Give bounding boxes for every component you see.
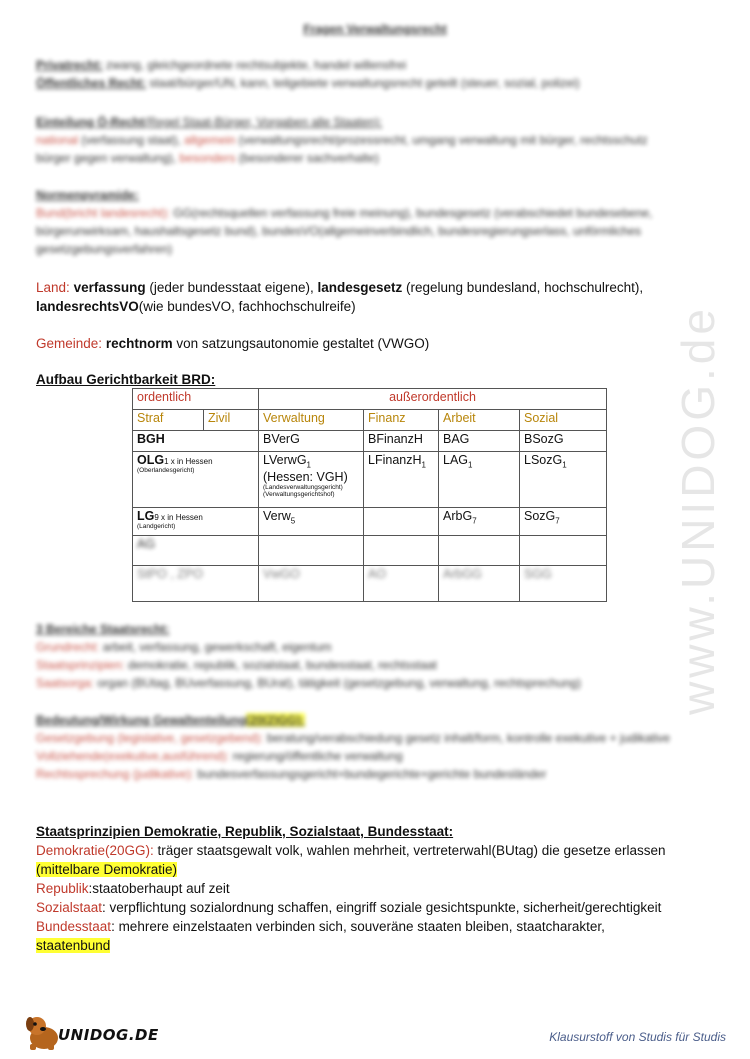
rechtssprechung-text: bundesverfassungsgericht+bundegerichte+gerichte bundesländer bbox=[194, 767, 547, 781]
einteilung-text: (Regel Staat-Bürger, Vorgaben alle Staaten): bbox=[144, 115, 383, 129]
olg-sub: 1 x in Hessen bbox=[164, 457, 213, 466]
besonders-text: (besonderer sachverhalte) bbox=[235, 151, 379, 165]
verw-label: Verw bbox=[263, 509, 291, 523]
logo-text: UNIDOG.DE bbox=[58, 1026, 159, 1044]
normenpyramide-section bbox=[36, 186, 676, 258]
cell-bgh: BGH bbox=[133, 431, 259, 452]
unidog-logo bbox=[22, 1012, 162, 1052]
land-label: Land: bbox=[36, 280, 70, 295]
col-finanz: Finanz bbox=[364, 410, 439, 431]
privatrecht-text: zwang, gleichgeordnete rechtsubjekte, handel willensfrei bbox=[102, 58, 407, 72]
bund-label: Bund(bricht landesrecht): bbox=[36, 206, 171, 220]
sozialstaat-text: : verpflichtung sozialordnung schaffen, eingriff soziale gesichtspunkte, sicherheit/gerechtigkeit bbox=[102, 900, 662, 915]
cell-olg bbox=[133, 452, 259, 508]
sozialstaat-label: Sozialstaat bbox=[36, 900, 103, 915]
land-landesgesetz: landesgesetz bbox=[317, 280, 403, 295]
allgemein-text: (verwaltungsrecht/prozessrecht, umgang verwaltung mit bürger, rechtsschutz bürger gegen verwaltung), bbox=[36, 133, 648, 165]
national-label: national bbox=[36, 133, 79, 147]
lverwg-label: LVerwG bbox=[263, 453, 307, 467]
cell-empty bbox=[520, 536, 607, 566]
gemeinde-rechtnorm: rechtnorm bbox=[105, 336, 173, 351]
cell-empty bbox=[259, 536, 364, 566]
cell-verw bbox=[259, 508, 364, 536]
lsozg-sub: 1 bbox=[562, 460, 567, 470]
land-verfassung: verfassung bbox=[73, 280, 146, 295]
gesetzgebung-text: beratung/verabschiedung gesetz inhalt/form, kontrolle exekutive + judikative bbox=[263, 731, 671, 745]
bundesstaat-label: Bundesstaat bbox=[36, 919, 112, 934]
land-text-1: (jeder bundesstaat eigene), bbox=[145, 280, 318, 295]
cell-vwgo: VwGO bbox=[259, 566, 364, 602]
staatsprinzipien-label: Staatsprinzipien: bbox=[36, 658, 125, 672]
table-row bbox=[133, 410, 607, 431]
lfinanzh-sub: 1 bbox=[421, 460, 426, 470]
allgemein-label: allgemein bbox=[184, 133, 236, 147]
table-row bbox=[133, 452, 607, 508]
arbg-sub: 7 bbox=[472, 516, 477, 526]
vollziehende-text: regierung/öffentliche verwaltung bbox=[229, 749, 403, 763]
cell-ag: AG bbox=[133, 536, 259, 566]
table-row bbox=[133, 566, 607, 602]
lag-label: LAG bbox=[443, 453, 469, 467]
gesetzgebung-label: Gesetzgebung (legislative, gesetzgebend): bbox=[36, 731, 264, 745]
privatrecht-section bbox=[36, 56, 676, 92]
cell-bfinanzh: BFinanzH bbox=[364, 431, 439, 452]
einteilung-section bbox=[36, 113, 676, 167]
watermark-text: www.UNIDOG.de bbox=[672, 305, 724, 715]
lverwg-sub: 1 bbox=[306, 460, 311, 470]
gemeinde-section bbox=[36, 334, 676, 353]
staatsprinzipien-section bbox=[36, 822, 716, 955]
col-zivil: Zivil bbox=[204, 410, 259, 431]
col-verwaltung: Verwaltung bbox=[259, 410, 364, 431]
aufbau-heading: Aufbau Gerichtbarkeit BRD: bbox=[36, 372, 216, 387]
table-row bbox=[133, 508, 607, 536]
watermark bbox=[668, 290, 728, 730]
footer-tagline: Klausurstoff von Studis für Studis bbox=[549, 1030, 726, 1044]
arbg-label: ArbG bbox=[443, 509, 473, 523]
national-text: (verfassung staat), bbox=[78, 133, 185, 147]
staatenbund-highlight: staatenbund bbox=[36, 938, 111, 953]
cell-lg bbox=[133, 508, 259, 536]
cell-ao: AO bbox=[364, 566, 439, 602]
bund-text: GG(rechtsquellen verfassung freie meinung), bundesgesetz (verabschiedet bundesebene, bürgerunwirksam, haushaltsgesetz bund), bundesVO(allgemeinverbindlich, bundesregierungserlass, unförmliches gesetzgebungsverfahren) bbox=[36, 206, 653, 256]
rechtssprechung-label: Rechtssprechung (judikative): bbox=[36, 767, 195, 781]
normenpyramide-label: Normenpyramide: bbox=[36, 188, 139, 202]
staatsrecht-label: 3 Bereiche Staatsrecht: bbox=[36, 622, 170, 636]
land-text-2: (regelung bundesland, hochschulrecht), bbox=[402, 280, 644, 295]
lsozg-label: LSozG bbox=[524, 453, 563, 467]
cell-empty bbox=[364, 508, 439, 536]
lg-label: LG bbox=[137, 509, 155, 523]
lverwg-tiny-1: (Landesverwaltungsgericht) bbox=[263, 483, 343, 491]
cell-lfinanzh bbox=[364, 452, 439, 508]
lg-tiny: (Landgericht) bbox=[137, 523, 176, 530]
besonders-label: besonders bbox=[179, 151, 236, 165]
lverwg-hessen: (Hessen: VGH) bbox=[263, 469, 348, 484]
sozg-label: SozG bbox=[524, 509, 556, 523]
cell-empty bbox=[364, 536, 439, 566]
oeffentliches-recht-text: staat/bürger/UN, kann, teilgebiete verwaltungsrecht geteilt (steuer, sozial, polizei) bbox=[146, 76, 580, 90]
sozg-sub: 7 bbox=[555, 516, 560, 526]
gewaltenteilung-highlight: (20(2)GG): bbox=[245, 713, 305, 727]
table-row bbox=[133, 536, 607, 566]
bundesstaat-text: : mehrere einzelstaaten verbinden sich, souveräne staaten bleiben, staatcharakter, bbox=[111, 919, 605, 934]
page-title: Fragen Verwaltungsrecht bbox=[303, 22, 447, 36]
cell-stpo-zpo: StPO , ZPO bbox=[133, 566, 259, 602]
land-section bbox=[36, 278, 676, 316]
col-arbeit: Arbeit bbox=[439, 410, 520, 431]
gewaltenteilung-label: Bedeutung/Wirkung Gewaltenteilung bbox=[36, 713, 246, 727]
cell-bag: BAG bbox=[439, 431, 520, 452]
cell-lverwg bbox=[259, 452, 364, 508]
gemeinde-text: von satzungsautonomie gestaltet (VWGO) bbox=[172, 336, 430, 351]
staatsprinzipien-heading: Staatsprinzipien Demokratie, Republik, Sozialstaat, Bundesstaat: bbox=[36, 824, 454, 839]
land-landesrechtsvo: landesrechtsVO bbox=[36, 299, 139, 314]
grundrecht-text: arbeit, verfassung, gewerkschaft, eigentum bbox=[99, 640, 332, 654]
saatsorga-text: organ (BUtag, BUverfassung, BUrat), tätigkeit (gesetzgebung, verwaltung, rechtsprechung) bbox=[94, 676, 581, 690]
cell-sozg bbox=[520, 508, 607, 536]
gemeinde-label: Gemeinde: bbox=[36, 336, 103, 351]
olg-tiny: (Oberlandesgericht) bbox=[137, 467, 195, 474]
cell-bsozg: BSozG bbox=[520, 431, 607, 452]
table-row bbox=[133, 431, 607, 452]
cell-lag bbox=[439, 452, 520, 508]
grundrecht-label: Grundrecht: bbox=[36, 640, 100, 654]
gewaltenteilung-section bbox=[36, 711, 676, 783]
lag-sub: 1 bbox=[468, 460, 473, 470]
cell-lsozg bbox=[520, 452, 607, 508]
col-sozial: Sozial bbox=[520, 410, 607, 431]
oeffentliches-recht-label: Öffentliches Recht: bbox=[36, 76, 147, 90]
cell-bverg: BVerG bbox=[259, 431, 364, 452]
gerichtbarkeit-table bbox=[132, 388, 607, 602]
verw-sub: 5 bbox=[290, 516, 296, 526]
privatrecht-label: Privatrecht: bbox=[36, 58, 103, 72]
mittelbare-demokratie-highlight: (mittelbare Demokratie) bbox=[36, 862, 178, 877]
demokratie-text: träger staatsgewalt volk, wahlen mehrheit, vertreterwahl(BUtag) die gesetze erlassen bbox=[153, 843, 666, 858]
header-ordentlich: ordentlich bbox=[133, 389, 259, 410]
lfinanzh-label: LFinanzH bbox=[368, 453, 422, 467]
vollziehende-label: Vollziehende(exekutive,ausführend): bbox=[36, 749, 230, 763]
olg-label: OLG bbox=[137, 453, 165, 467]
land-text-3: (wie bundesVO, fachhochschulreife) bbox=[138, 299, 356, 314]
saatsorga-label: Saatsorga: bbox=[36, 676, 95, 690]
einteilung-label: Einteilung Ö-Recht bbox=[36, 115, 144, 129]
demokratie-label: Demokratie(20GG): bbox=[36, 843, 154, 858]
cell-sgg: SGG bbox=[520, 566, 607, 602]
cell-empty bbox=[439, 536, 520, 566]
republik-label: Republik bbox=[36, 881, 89, 896]
col-straf: Straf bbox=[133, 410, 204, 431]
table-row bbox=[133, 389, 607, 410]
header-ausserordentlich: außerordentlich bbox=[259, 389, 607, 410]
staatsprinzipien-text: demokratie, republik, sozialstaat, bundesstaat, rechtsstaat bbox=[124, 658, 437, 672]
republik-text: :staatoberhaupt auf zeit bbox=[88, 881, 230, 896]
staatsrecht-section bbox=[36, 620, 676, 692]
cell-arbgg: ArbGG bbox=[439, 566, 520, 602]
lverwg-tiny-2: (Verwaltungsgerichtshof) bbox=[263, 490, 335, 498]
cell-arbg bbox=[439, 508, 520, 536]
lg-sub: 9 x in Hessen bbox=[154, 513, 203, 522]
